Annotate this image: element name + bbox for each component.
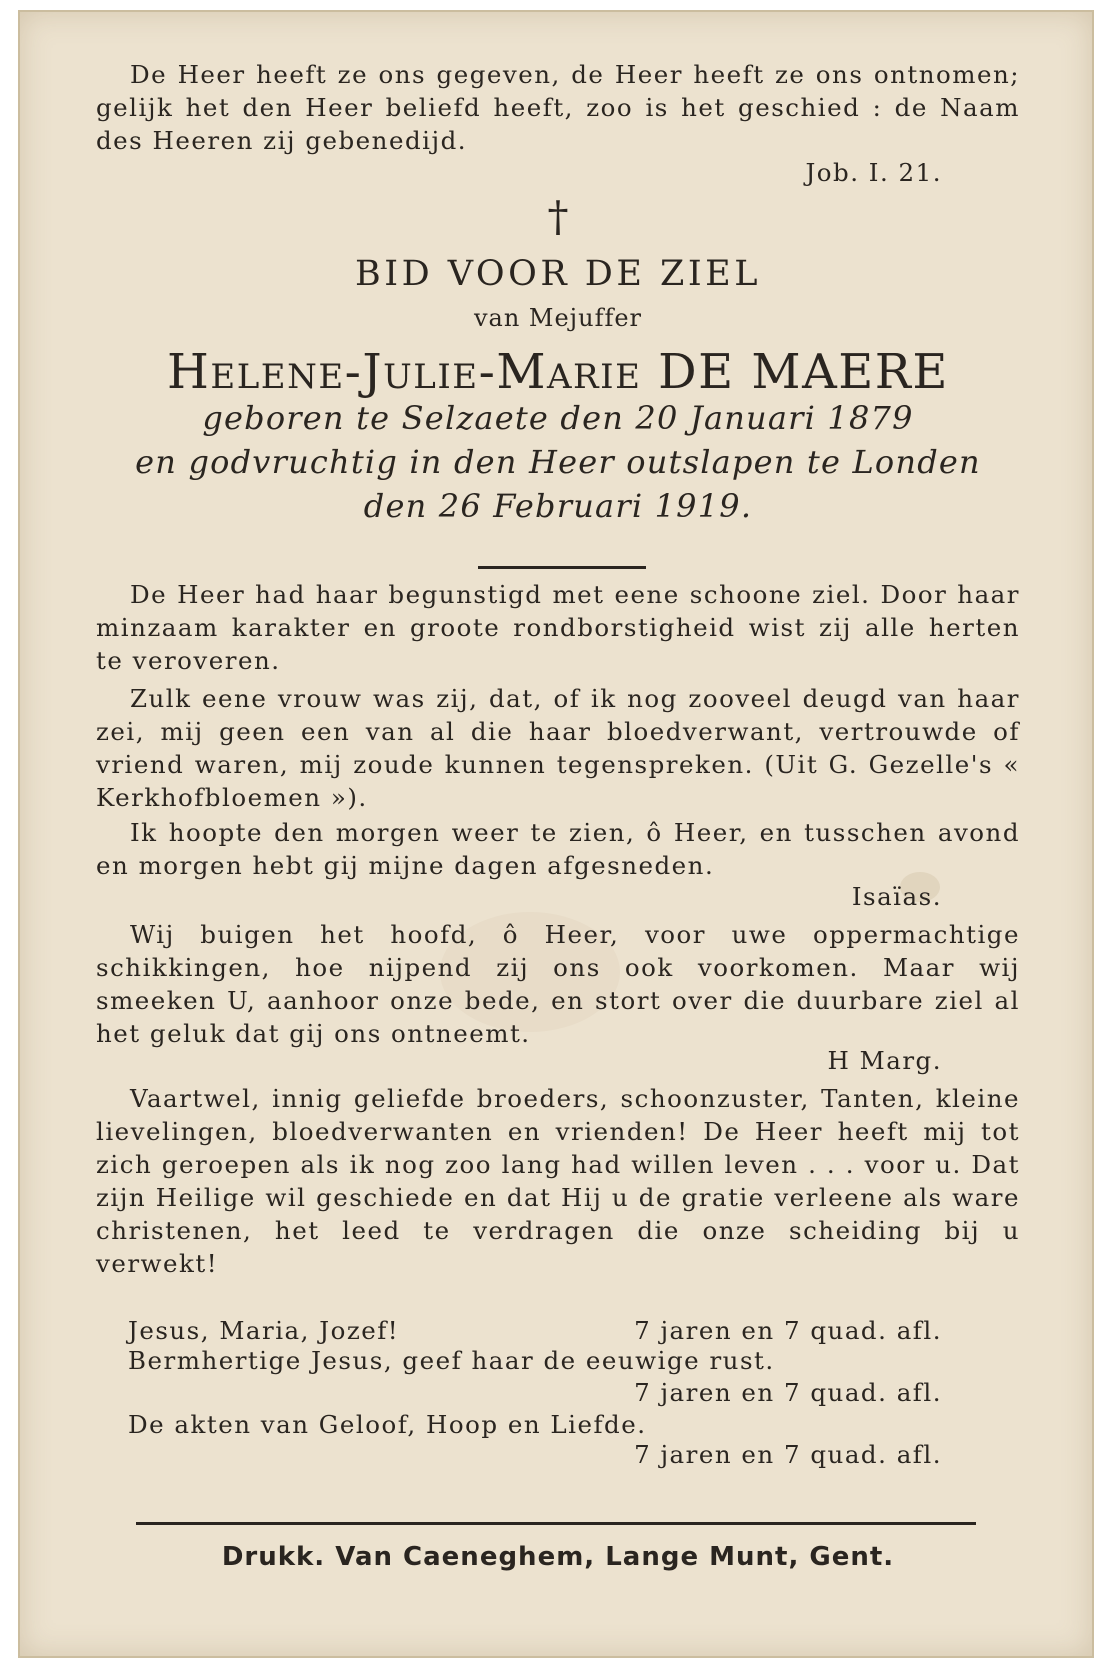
paragraph-soul: De Heer had haar begunstigd met eene schoone ziel. Door haar minzaam karakter en groote rondborstigheid wist zij alle herten te veroveren.	[96, 580, 1020, 675]
paragraph-gezelle: Zulk eene vrouw was zij, dat, of ik nog zooveel deugd van haar zei, mij geen een van al die haar bloedverwant, vertrouwde of vriend waren, mij zoude kunnen tegenspreken. (Uit G. Gezelle's « Kerkhofbloemen »).	[96, 684, 1020, 812]
paragraph-prayer: Wij buigen het hoofd, ô Heer, voor uwe oppermachtige schikkingen, hoe nijpend zij ons ook voorkomen. Maar wij smeeken U, aanhoor onze bede, en stort over die duurbare ziel al het geluk dat gij ons ontneemt.	[96, 920, 1020, 1048]
prayer-akten: De akten van Geloof, Hoop en Liefde.	[128, 1410, 647, 1439]
indulgence: 7 jaren en 7 quad. afl.	[634, 1378, 942, 1407]
divider	[478, 566, 646, 569]
prayer-jesus-maria-jozef: Jesus, Maria, Jozef!	[128, 1316, 400, 1345]
cross-icon: †	[547, 192, 569, 241]
printer-imprint: Drukk. Van Caeneghem, Lange Munt, Gent.	[221, 1542, 895, 1572]
paragraph-farewell: Vaartwel, innig geliefde broeders, schoonzuster, Tanten, kleine lievelingen, bloedverwanten en vrienden! De Heer heeft mij tot zich geroepen als ik nog zoo lang had willen leven . . . voor u. Dat zijn Heilige wil geschiede en dat Hij u de gratie verleene als ware christenen, het leed te verdragen die onze scheiding bij u verwekt!	[96, 1084, 1020, 1278]
indulgence: 7 jaren en 7 quad. afl.	[634, 1440, 942, 1469]
epigraph: De Heer heeft ze ons gegeven, de Heer heeft ze ons ontnomen; gelijk het den Heer beliefd heeft, zoo is het geschied : de Naam des Heeren zij gebenedijd.	[96, 60, 1020, 155]
marg-reference: H Marg.	[827, 1046, 942, 1075]
paragraph-isaias: Ik hoopte den morgen weer te zien, ô Heer, en tusschen avond en morgen hebt gij mijne dagen afgesneden.	[96, 818, 1020, 880]
death-line: en godvruchtig in den Heer outslapen te Londen	[135, 443, 981, 481]
heading: BID VOOR DE ZIEL	[355, 254, 761, 294]
footer-divider	[136, 1522, 976, 1525]
title-line: van Mejuffer	[473, 304, 643, 332]
deceased-name: Helene-Julie-Marie DE MAERE	[167, 344, 949, 400]
prayer-bermhertige-jesus: Bermhertige Jesus, geef haar de eeuwige rust.	[128, 1346, 775, 1375]
indulgence: 7 jaren en 7 quad. afl.	[634, 1316, 942, 1345]
birth-line: geboren te Selzaete den 20 Januari 1879	[202, 399, 914, 437]
isaias-reference: Isaïas.	[851, 882, 942, 911]
death-date-line: den 26 Februari 1919.	[363, 487, 753, 525]
epigraph-reference: Job. I. 21.	[805, 158, 942, 187]
memorial-card	[18, 10, 1094, 1658]
